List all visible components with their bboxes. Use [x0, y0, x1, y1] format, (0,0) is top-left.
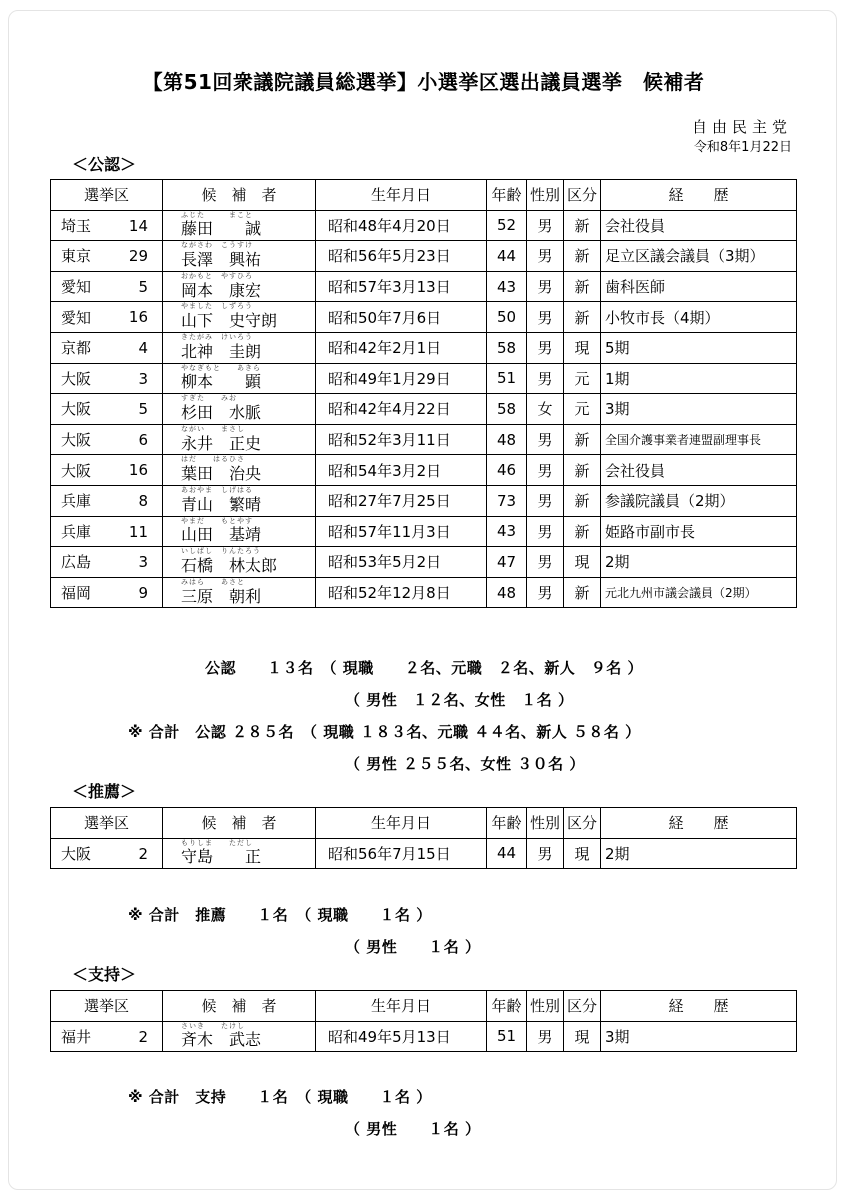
gender: 男	[527, 455, 564, 486]
birth-date: 昭和50年7月6日	[316, 302, 487, 333]
district-cell	[51, 838, 163, 869]
name-reading: はだ はるひさ	[181, 455, 245, 464]
candidate-name-cell	[163, 455, 316, 486]
table-row	[51, 271, 797, 302]
candidates-table-shiji	[50, 990, 797, 1052]
prefecture: 兵庫	[61, 492, 92, 511]
district-number: 3	[138, 553, 148, 572]
district-cell	[51, 485, 163, 516]
header-category: 区分	[564, 180, 601, 211]
district-number: 2	[138, 844, 148, 863]
name-reading: いしばし りんたろう	[181, 547, 261, 556]
prefecture: 大阪	[61, 844, 92, 863]
birth-date: 昭和49年1月29日	[316, 363, 487, 394]
district-cell	[51, 516, 163, 547]
kounin-summary-count: 公認 １３名 （ 現職 ２名、元職 ２名、新人 ９名 ）	[205, 659, 643, 677]
candidate-name-cell	[163, 838, 316, 869]
table-header-row	[51, 180, 797, 211]
name-reading: あおやま しげはる	[181, 485, 253, 494]
table-row	[51, 547, 797, 578]
header-candidate: 候 補 者	[163, 991, 316, 1022]
gender: 男	[527, 1021, 564, 1052]
age: 43	[487, 271, 527, 302]
party-name: 自由民主党	[691, 118, 792, 136]
total-suisen-summary-count: ※ 合計 推薦 １名 （ 現職 １名 ）	[128, 906, 432, 924]
header-age: 年齢	[487, 808, 527, 839]
category: 元	[564, 394, 601, 425]
total-kounin-summary-count: ※ 合計 公認 ２８５名 （ 現職 １８３名、元職 ４４名、新人 ５８名 ）	[128, 723, 641, 741]
career: 2期	[601, 838, 797, 869]
header-gender: 性別	[527, 180, 564, 211]
header-birth: 生年月日	[316, 180, 487, 211]
age: 58	[487, 394, 527, 425]
birth-date: 昭和57年11月3日	[316, 516, 487, 547]
career: 会社役員	[601, 455, 797, 486]
header-career: 経 歴	[601, 180, 797, 211]
district-cell	[51, 302, 163, 333]
prefecture: 大阪	[61, 431, 92, 450]
age: 51	[487, 363, 527, 394]
header-birth: 生年月日	[316, 991, 487, 1022]
career: 全国介護事業者連盟副理事長	[601, 424, 797, 455]
header-birth: 生年月日	[316, 808, 487, 839]
table-row	[51, 394, 797, 425]
category: 新	[564, 210, 601, 241]
candidate-name-cell	[163, 394, 316, 425]
candidates-table-suisen	[50, 807, 797, 869]
header-gender: 性別	[527, 991, 564, 1022]
category: 新	[564, 302, 601, 333]
candidate-name-cell	[163, 332, 316, 363]
section-label-kounin: ＜公認＞	[72, 155, 137, 174]
table-header-row	[51, 991, 797, 1022]
prefecture: 東京	[61, 247, 92, 266]
district-cell	[51, 332, 163, 363]
name-reading: ながさわ こうすけ	[181, 241, 253, 250]
district-cell	[51, 547, 163, 578]
candidate-name-cell	[163, 577, 316, 608]
career: 3期	[601, 1021, 797, 1052]
prefecture: 愛知	[61, 278, 92, 297]
table-header-row	[51, 808, 797, 839]
career: 歯科医師	[601, 271, 797, 302]
gender: 男	[527, 271, 564, 302]
prefecture: 大阪	[61, 400, 92, 419]
gender: 男	[527, 210, 564, 241]
birth-date: 昭和56年7月15日	[316, 838, 487, 869]
candidate-name: 守島 正	[181, 847, 262, 867]
age: 43	[487, 516, 527, 547]
gender: 男	[527, 363, 564, 394]
birth-date: 昭和48年4月20日	[316, 210, 487, 241]
career: 参議院議員（2期）	[601, 485, 797, 516]
candidate-name: 柳本 顕	[181, 372, 262, 392]
category: 現	[564, 332, 601, 363]
candidates-table-kounin	[50, 179, 797, 608]
gender: 男	[527, 302, 564, 333]
candidate-name: 青山 繁晴	[181, 494, 262, 514]
category: 新	[564, 271, 601, 302]
district-number: 5	[138, 400, 148, 419]
district-number: 16	[128, 308, 148, 327]
age: 48	[487, 424, 527, 455]
category: 新	[564, 455, 601, 486]
section-label-suisen: ＜推薦＞	[72, 782, 137, 801]
district-cell	[51, 363, 163, 394]
age: 44	[487, 838, 527, 869]
gender: 男	[527, 332, 564, 363]
gender: 女	[527, 394, 564, 425]
career: 元北九州市議会議員（2期）	[601, 577, 797, 608]
prefecture: 愛知	[61, 308, 92, 327]
table-row	[51, 363, 797, 394]
prefecture: 大阪	[61, 369, 92, 388]
candidate-name-cell	[163, 485, 316, 516]
total-shiji-summary-gender: （ 男性 １名 ）	[345, 1120, 481, 1138]
gender: 男	[527, 577, 564, 608]
table-row	[51, 210, 797, 241]
prefecture: 埼玉	[61, 216, 92, 235]
header-category: 区分	[564, 808, 601, 839]
candidate-name-cell	[163, 1021, 316, 1052]
name-reading: やました しずろう	[181, 302, 253, 311]
header-district: 選挙区	[51, 991, 163, 1022]
birth-date: 昭和53年5月2日	[316, 547, 487, 578]
candidate-name: 斉木 武志	[181, 1030, 262, 1050]
candidate-name: 長澤 興祐	[181, 249, 262, 269]
name-reading: やまだ もとやす	[181, 516, 253, 525]
age: 48	[487, 577, 527, 608]
header-district: 選挙区	[51, 180, 163, 211]
table-row	[51, 455, 797, 486]
header-age: 年齢	[487, 991, 527, 1022]
header-candidate: 候 補 者	[163, 180, 316, 211]
name-reading: おかもと やすひろ	[181, 271, 253, 280]
table-row	[51, 424, 797, 455]
candidate-name: 北神 圭朗	[181, 341, 262, 361]
district-number: 14	[128, 216, 148, 235]
candidate-name: 葉田 治央	[181, 464, 262, 484]
age: 46	[487, 455, 527, 486]
district-cell	[51, 394, 163, 425]
table-row	[51, 302, 797, 333]
gender: 男	[527, 838, 564, 869]
total-kounin-summary-gender: （ 男性 ２５５名、女性 ３０名 ）	[345, 755, 585, 773]
district-number: 16	[128, 461, 148, 480]
header-category: 区分	[564, 991, 601, 1022]
district-cell	[51, 455, 163, 486]
district-number: 6	[138, 430, 148, 449]
candidate-name-cell	[163, 271, 316, 302]
category: 現	[564, 838, 601, 869]
prefecture: 兵庫	[61, 522, 92, 541]
birth-date: 昭和56年5月23日	[316, 241, 487, 272]
total-suisen-summary-gender: （ 男性 １名 ）	[345, 938, 481, 956]
age: 51	[487, 1021, 527, 1052]
birth-date: 昭和49年5月13日	[316, 1021, 487, 1052]
name-reading: ふじた まこと	[181, 210, 253, 219]
table-row	[51, 485, 797, 516]
age: 58	[487, 332, 527, 363]
candidate-name-cell	[163, 547, 316, 578]
birth-date: 昭和54年3月2日	[316, 455, 487, 486]
table-row	[51, 1021, 797, 1052]
district-cell	[51, 424, 163, 455]
birth-date: 昭和52年3月11日	[316, 424, 487, 455]
name-reading: みはら あさと	[181, 577, 245, 586]
candidate-name: 石橋 林太郎	[181, 555, 278, 575]
birth-date: 昭和27年7月25日	[316, 485, 487, 516]
career: 足立区議会議員（3期）	[601, 241, 797, 272]
candidate-name: 岡本 康宏	[181, 280, 262, 300]
birth-date: 昭和42年2月1日	[316, 332, 487, 363]
candidate-name: 山田 基靖	[181, 525, 262, 545]
gender: 男	[527, 516, 564, 547]
gender: 男	[527, 424, 564, 455]
candidate-name-cell	[163, 363, 316, 394]
table-row	[51, 838, 797, 869]
career: 3期	[601, 394, 797, 425]
career: 会社役員	[601, 210, 797, 241]
career: 1期	[601, 363, 797, 394]
candidate-name: 山下 史守朗	[181, 311, 278, 331]
category: 新	[564, 424, 601, 455]
candidate-name: 永井 正史	[181, 433, 262, 453]
document-title: 【第51回衆議院議員総選挙】小選挙区選出議員選挙 候補者	[142, 70, 705, 94]
gender: 男	[527, 485, 564, 516]
career: 2期	[601, 547, 797, 578]
name-reading: もりしま ただし	[181, 838, 253, 847]
category: 新	[564, 485, 601, 516]
category: 元	[564, 363, 601, 394]
table-row	[51, 241, 797, 272]
gender: 男	[527, 241, 564, 272]
candidate-name: 杉田 水脈	[181, 402, 262, 422]
category: 新	[564, 516, 601, 547]
district-number: 9	[138, 583, 148, 602]
name-reading: すぎた みお	[181, 394, 237, 403]
table-row	[51, 332, 797, 363]
candidate-name-cell	[163, 241, 316, 272]
district-number: 3	[138, 369, 148, 388]
age: 44	[487, 241, 527, 272]
district-cell	[51, 210, 163, 241]
age: 50	[487, 302, 527, 333]
category: 現	[564, 1021, 601, 1052]
header-age: 年齢	[487, 180, 527, 211]
district-cell	[51, 577, 163, 608]
district-number: 2	[138, 1027, 148, 1046]
name-reading: やなぎもと あきら	[181, 363, 261, 372]
category: 現	[564, 547, 601, 578]
district-number: 5	[138, 277, 148, 296]
kounin-summary-gender: （ 男性 １２名、女性 １名 ）	[345, 691, 574, 709]
candidate-name-cell	[163, 516, 316, 547]
name-reading: きたがみ けいろう	[181, 332, 253, 341]
district-number: 11	[128, 522, 148, 541]
total-shiji-summary-count: ※ 合計 支持 １名 （ 現職 １名 ）	[128, 1088, 432, 1106]
table-row	[51, 516, 797, 547]
prefecture: 京都	[61, 339, 92, 358]
career: 姫路市副市長	[601, 516, 797, 547]
district-number: 4	[138, 338, 148, 357]
birth-date: 昭和52年12月8日	[316, 577, 487, 608]
header-career: 経 歴	[601, 808, 797, 839]
gender: 男	[527, 547, 564, 578]
table-row	[51, 577, 797, 608]
header-district: 選挙区	[51, 808, 163, 839]
candidate-name: 三原 朝利	[181, 586, 262, 606]
career: 小牧市長（4期）	[601, 302, 797, 333]
category: 新	[564, 241, 601, 272]
age: 47	[487, 547, 527, 578]
prefecture: 大阪	[61, 461, 92, 480]
candidate-name-cell	[163, 424, 316, 455]
candidate-name: 藤田 誠	[181, 219, 262, 239]
district-cell	[51, 1021, 163, 1052]
district-cell	[51, 271, 163, 302]
prefecture: 福井	[61, 1027, 92, 1046]
district-number: 29	[128, 247, 148, 266]
name-reading: さいき たけし	[181, 1021, 245, 1030]
birth-date: 昭和42年4月22日	[316, 394, 487, 425]
issue-date: 令和8年1月22日	[693, 140, 792, 155]
section-label-shiji: ＜支持＞	[72, 965, 137, 984]
name-reading: ながい まさし	[181, 424, 245, 433]
birth-date: 昭和57年3月13日	[316, 271, 487, 302]
category: 新	[564, 577, 601, 608]
header-candidate: 候 補 者	[163, 808, 316, 839]
candidate-name-cell	[163, 210, 316, 241]
district-number: 8	[138, 491, 148, 510]
candidate-name-cell	[163, 302, 316, 333]
prefecture: 広島	[61, 553, 92, 572]
header-career: 経 歴	[601, 991, 797, 1022]
prefecture: 福岡	[61, 584, 92, 603]
district-cell	[51, 241, 163, 272]
career: 5期	[601, 332, 797, 363]
age: 52	[487, 210, 527, 241]
age: 73	[487, 485, 527, 516]
header-gender: 性別	[527, 808, 564, 839]
